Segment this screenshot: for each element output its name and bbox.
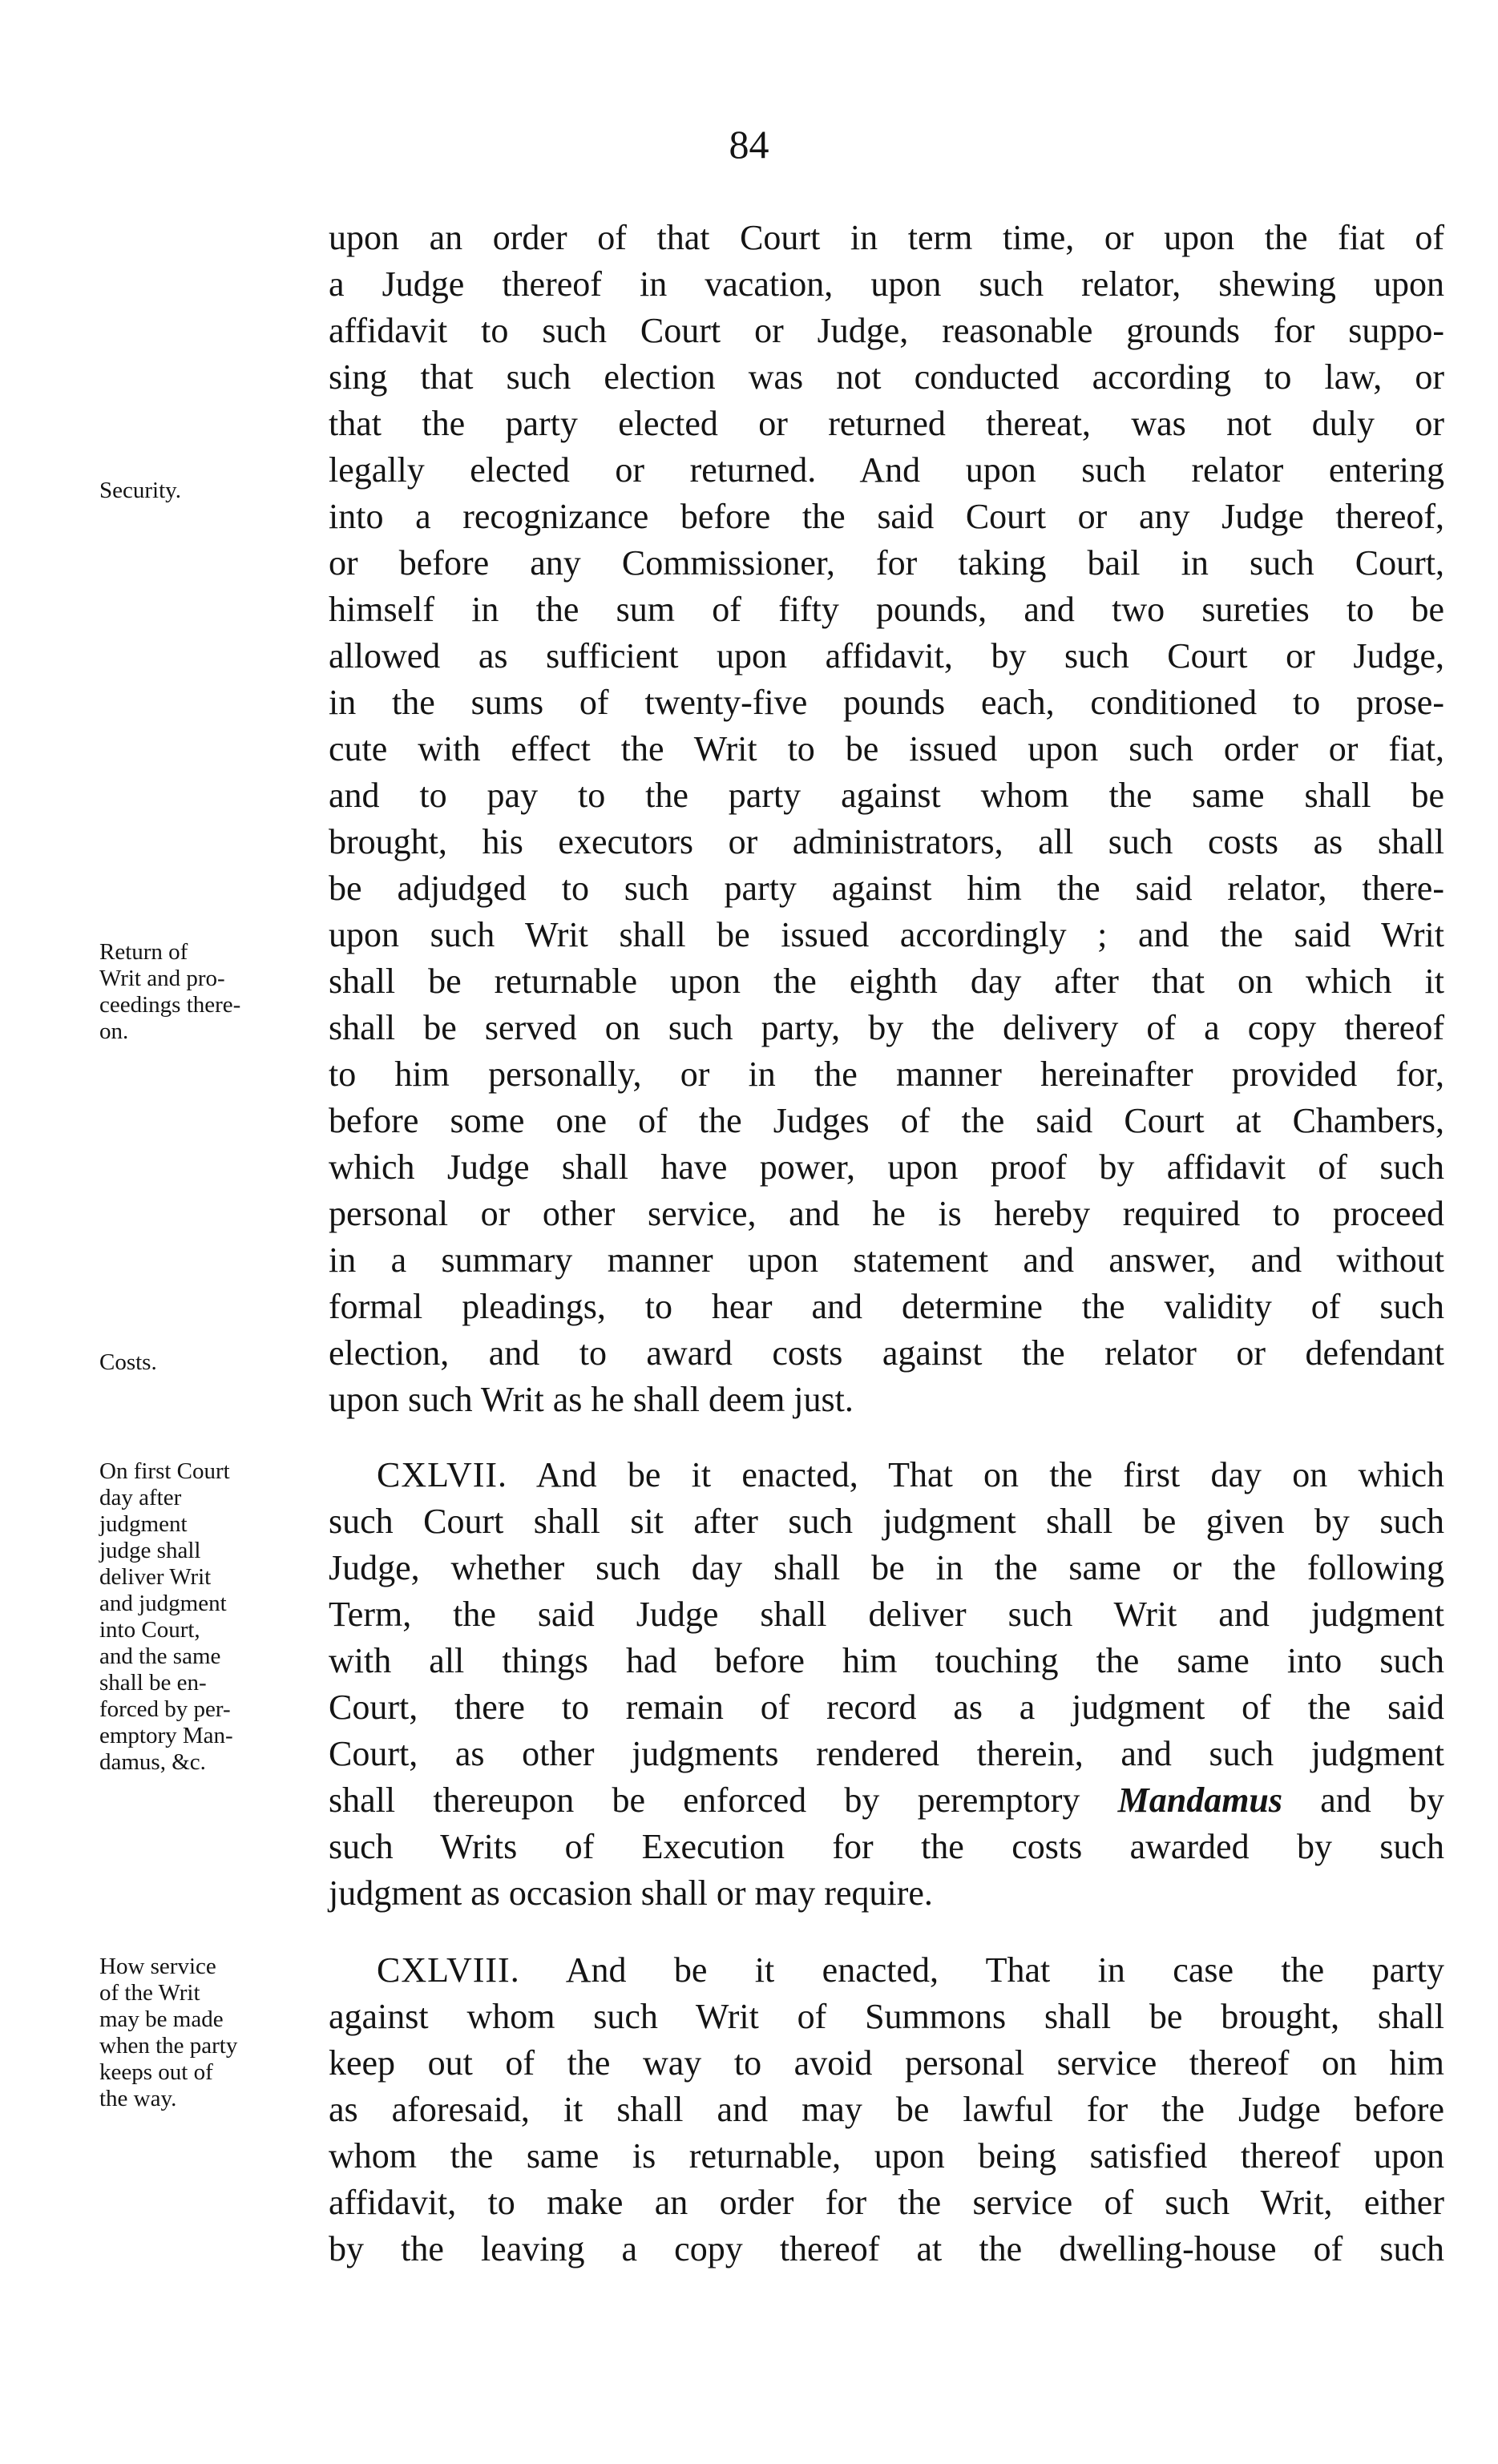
margin-note-line: day after xyxy=(99,1485,182,1510)
text-line: cute with effect the Writ to be issued upon such order or fiat, xyxy=(329,729,1444,768)
text-line: be adjudged to such party against him the said relator, there- xyxy=(329,869,1444,908)
margin-note-line: emptory Man- xyxy=(99,1723,233,1748)
text-line: himself in the sum of fifty pounds, and two sureties to be xyxy=(329,590,1444,629)
section-first-line xyxy=(377,1452,1444,1498)
margin-note-line: Security. xyxy=(99,478,182,503)
text-line: to him personally, or in the manner hereinafter provided for, xyxy=(329,1055,1444,1094)
margin-note-line: Return of xyxy=(99,939,188,965)
text-line: and to pay to the party against whom the same shall be xyxy=(329,776,1444,815)
text-line: in the sums of twenty-five pounds each, conditioned to prose- xyxy=(329,683,1444,722)
section-first-line-text: And be it enacted, That in case the party xyxy=(565,1950,1444,1990)
margin-note-line: and the same xyxy=(99,1643,221,1669)
margin-note-line: Writ and pro- xyxy=(99,966,225,991)
margin-note-line: on. xyxy=(99,1018,129,1044)
text-line: a Judge thereof in vacation, upon such relator, shewing upon xyxy=(329,264,1444,304)
text-line: such Writs of Execution for the costs awarded by such xyxy=(329,1827,1444,1866)
text-line: into a recognizance before the said Court or any Judge thereof, xyxy=(329,497,1444,536)
section-number: CXLVIII. xyxy=(377,1950,520,1990)
text-line: Term, the said Judge shall deliver such Writ and judgment xyxy=(329,1595,1444,1634)
text-line: Judge, whether such day shall be in the same or the following xyxy=(329,1548,1444,1587)
text-line: as aforesaid, it shall and may be lawful for the Judge before xyxy=(329,2090,1444,2129)
page-number: 84 xyxy=(729,122,769,167)
text-line: that the party elected or returned thereat, was not duly or xyxy=(329,404,1444,443)
text-line: keep out of the way to avoid personal service thereof on him xyxy=(329,2043,1444,2083)
text-line: election, and to award costs against the relator or defendant xyxy=(329,1333,1444,1373)
margin-note-line: may be made xyxy=(99,2006,224,2032)
text-segment: shall thereupon be enforced by peremptory xyxy=(329,1780,1080,1820)
text-line: before some one of the Judges of the said Court at Chambers, xyxy=(329,1101,1444,1140)
margin-note-line: into Court, xyxy=(99,1617,200,1643)
text-line: or before any Commissioner, for taking bail in such Court, xyxy=(329,543,1444,583)
margin-note-line: How service xyxy=(99,1954,216,1979)
text-line: whom the same is returnable, upon being satisfied thereof upon xyxy=(329,2136,1444,2176)
margin-note-line: of the Writ xyxy=(99,1980,200,2006)
text-segment: and by xyxy=(1320,1780,1445,1820)
margin-note-line: On first Court xyxy=(99,1458,230,1484)
section-number: CXLVII. xyxy=(377,1455,508,1494)
text-line: allowed as sufficient upon affidavit, by such Court or Judge, xyxy=(329,636,1444,675)
text-line: with all things had before him touching the same into such xyxy=(329,1641,1444,1680)
margin-note-line: damus, &c. xyxy=(99,1749,206,1775)
text-line: personal or other service, and he is hereby required to proceed xyxy=(329,1194,1444,1233)
margin-note-line: Costs. xyxy=(99,1349,157,1375)
text-line: against whom such Writ of Summons shall be brought, shall xyxy=(329,1997,1444,2036)
text-line: upon such Writ as he shall deem just. xyxy=(329,1380,854,1419)
section-first-line xyxy=(377,1947,1444,1994)
text-line: upon such Writ shall be issued accordingly ; and the said Writ xyxy=(329,915,1444,954)
text-line: shall be served on such party, by the delivery of a copy thereof xyxy=(329,1008,1444,1047)
margin-note-line: the way. xyxy=(99,2086,177,2111)
text-line: legally elected or returned. And upon such relator entering xyxy=(329,450,1444,490)
margin-note-line: deliver Writ xyxy=(99,1564,212,1590)
margin-note-line: judgment xyxy=(99,1511,188,1537)
margin-note-line: keeps out of xyxy=(99,2059,213,2085)
text-line: formal pleadings, to hear and determine the validity of such xyxy=(329,1287,1444,1326)
margin-note-line: judge shall xyxy=(99,1538,201,1563)
margin-note-line: and judgment xyxy=(99,1591,227,1616)
text-line: Court, there to remain of record as a judgment of the said xyxy=(329,1688,1444,1727)
text-line: upon an order of that Court in term time, or upon the fiat of xyxy=(329,218,1444,257)
margin-note-line: ceedings there- xyxy=(99,992,241,1018)
text-line: Court, as other judgments rendered therein, and such judgment xyxy=(329,1734,1444,1773)
text-line: such Court shall sit after such judgment shall be given by such xyxy=(329,1502,1444,1541)
margin-note-line: forced by per- xyxy=(99,1696,231,1722)
text-line: by the leaving a copy thereof at the dwelling-house of such xyxy=(329,2229,1444,2268)
margin-note-line: when the party xyxy=(99,2033,238,2059)
mandamus-term: Mandamus xyxy=(1117,1780,1283,1820)
text-line: brought, his executors or administrators, all such costs as shall xyxy=(329,822,1444,861)
text-line: judgment as occasion shall or may require. xyxy=(329,1873,933,1913)
text-line: sing that such election was not conducted according to law, or xyxy=(329,357,1444,397)
section-first-line-text: And be it enacted, That on the first day on which xyxy=(535,1455,1444,1494)
margin-note-line: shall be en- xyxy=(99,1670,207,1696)
text-line: in a summary manner upon statement and answer, and without xyxy=(329,1240,1444,1280)
text-line: affidavit, to make an order for the service of such Writ, either xyxy=(329,2183,1444,2222)
text-line: shall be returnable upon the eighth day after that on which it xyxy=(329,962,1444,1001)
text-line: which Judge shall have power, upon proof by affidavit of such xyxy=(329,1147,1444,1187)
text-line: affidavit to such Court or Judge, reasonable grounds for suppo- xyxy=(329,311,1444,350)
text-line xyxy=(329,1777,1444,1824)
